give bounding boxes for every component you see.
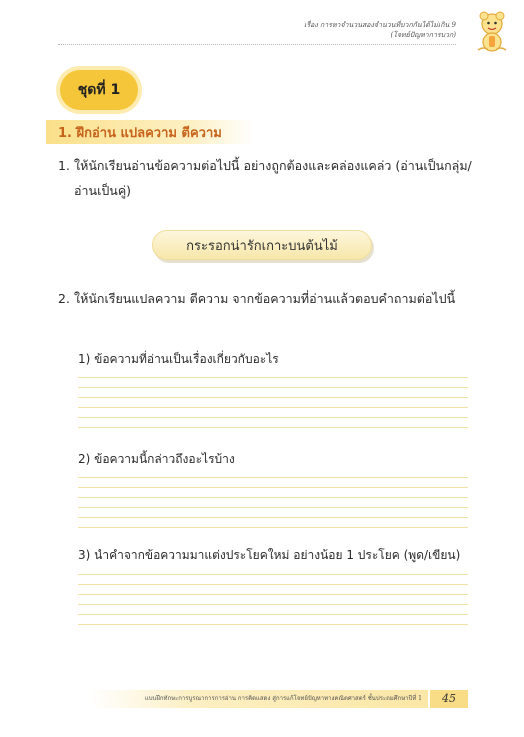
section-heading [46,120,254,144]
mascot-icon [472,10,512,54]
set-label: ชุดที่ 1 [77,82,121,98]
answer-lines-3[interactable] [78,565,468,625]
question-2 [58,286,478,311]
answer-line [78,478,468,488]
answer-line [78,595,468,605]
question-text: ให้นักเรียนแปลความ ตีความ จากข้อความที่อ่านแล้วตอบคำถามต่อไปนี้ [74,291,456,306]
answer-line [78,378,468,388]
header-subtopic: (โจทย์ปัญหาการบวก) [390,31,456,39]
sub-question-1: 1) ข้อความที่อ่านเป็นเรื่องเกี่ยวกับอะไร [78,352,279,366]
story-title-pill [152,230,372,260]
header-text [304,20,456,40]
answer-line [78,605,468,615]
answer-line [78,518,468,528]
header-topic: เรื่อง การหาจำนวนสองจำนวนที่บวกกันได้ไม่เกิน 9 [304,21,456,29]
answer-line [78,368,468,378]
answer-line [78,498,468,508]
set-badge [60,70,138,110]
answer-lines-2[interactable] [78,468,468,528]
story-title: กระรอกน่ารักเกาะบนต้นไม้ [186,238,338,254]
answer-lines-1[interactable] [78,368,468,428]
section-title: 1. ฝึกอ่าน แปลความ ตีความ [58,125,222,141]
answer-line [78,418,468,428]
answer-line [78,408,468,418]
answer-line [78,398,468,408]
question-text: ให้นักเรียนอ่านข้อความต่อไปนี้ อย่างถูกต้องและคล่องแคล่ว (อ่านเป็นกลุ่ม/อ่านเป็นคู่) [74,158,472,198]
footer-text: แบบฝึกทักษะการบูรณาการการอ่าน การคิดแสดง สู่การแก้โจทย์ปัญหาทางคณิตศาสตร์ ชั้นประถมศึกษาปีที่ 1 [90,690,428,708]
question-number: 2. [58,291,70,306]
header-divider [58,44,456,45]
page-header [0,10,512,46]
answer-line [78,565,468,575]
page-number: 45 [430,690,468,708]
question-1 [58,153,478,203]
answer-line [78,585,468,595]
answer-line [78,488,468,498]
page-footer [90,690,470,708]
answer-line [78,575,468,585]
sub-question-2: 2) ข้อความนี้กล่าวถึงอะไรบ้าง [78,452,235,466]
sub-question-3: 3) นำคำจากข้อความมาแต่งประโยคใหม่ อย่างน้อย 1 ประโยค (พูด/เขียน) [78,548,461,562]
question-number: 1. [58,158,70,173]
answer-line [78,508,468,518]
answer-line [78,615,468,625]
answer-line [78,468,468,478]
answer-line [78,388,468,398]
